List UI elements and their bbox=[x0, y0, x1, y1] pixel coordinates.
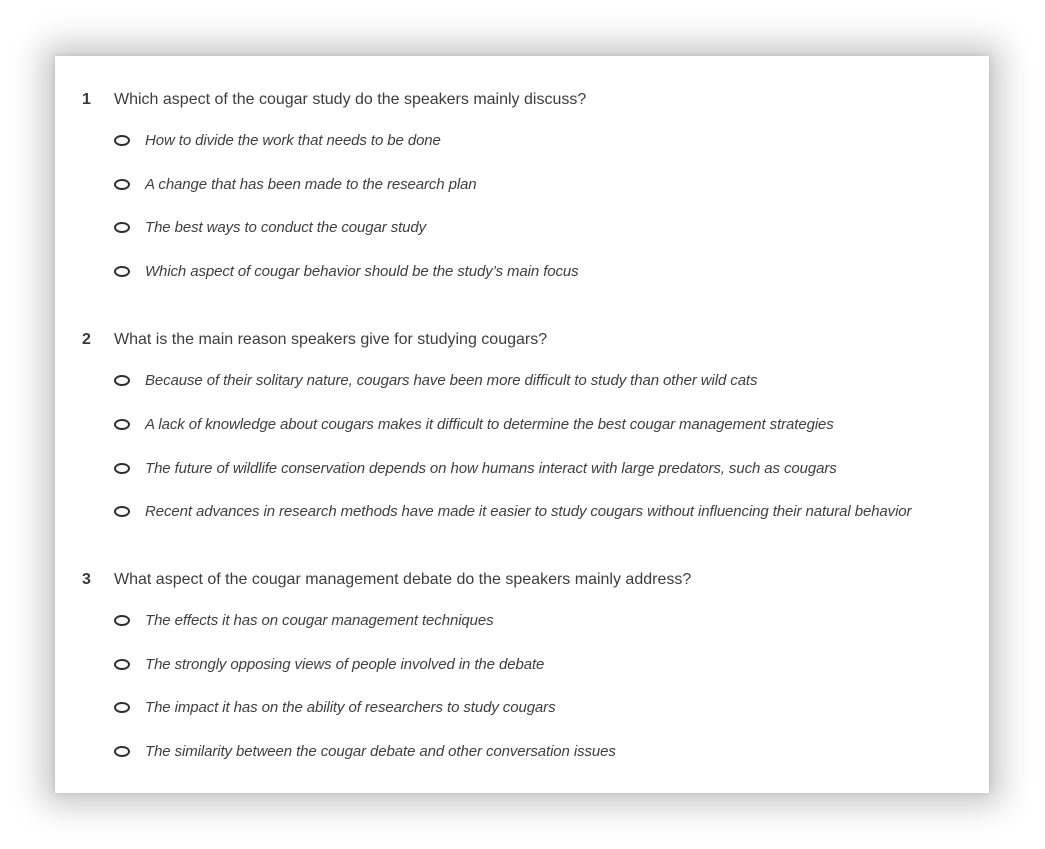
radio-button[interactable] bbox=[114, 222, 130, 233]
option-label[interactable]: The similarity between the cougar debate and other conversation issues bbox=[145, 743, 616, 760]
radio-button[interactable] bbox=[114, 179, 130, 190]
question-text: What aspect of the cougar management debate do the speakers mainly address? bbox=[114, 571, 692, 588]
option-label[interactable]: How to divide the work that needs to be done bbox=[145, 132, 441, 149]
q1-option-4[interactable] bbox=[114, 262, 984, 286]
q1-option-2[interactable] bbox=[114, 175, 984, 199]
radio-button[interactable] bbox=[114, 266, 130, 277]
option-label[interactable]: Recent advances in research methods have made it easier to study cougars without influencing their natural behavior bbox=[145, 503, 912, 520]
option-label[interactable]: The future of wildlife conservation depends on how humans interact with large predators, such as cougars bbox=[145, 460, 837, 477]
q2-option-1[interactable] bbox=[114, 371, 984, 395]
radio-button[interactable] bbox=[114, 746, 130, 757]
radio-button[interactable] bbox=[114, 375, 130, 386]
option-label[interactable]: The strongly opposing views of people involved in the debate bbox=[145, 656, 545, 673]
radio-button[interactable] bbox=[114, 702, 130, 713]
option-label[interactable]: Because of their solitary nature, cougars have been more difficult to study than other wild cats bbox=[145, 372, 758, 389]
q1-option-1[interactable] bbox=[114, 131, 984, 155]
radio-button[interactable] bbox=[114, 135, 130, 146]
q3-option-4[interactable] bbox=[114, 742, 984, 766]
question-text: What is the main reason speakers give for studying cougars? bbox=[114, 331, 548, 348]
option-label[interactable]: The effects it has on cougar management techniques bbox=[145, 612, 494, 629]
option-label[interactable]: Which aspect of cougar behavior should be the study’s main focus bbox=[145, 263, 579, 280]
option-label[interactable]: A change that has been made to the research plan bbox=[145, 176, 477, 193]
q3-option-3[interactable] bbox=[114, 698, 984, 722]
q2-option-3[interactable] bbox=[114, 459, 984, 483]
question-number: 1 bbox=[82, 91, 91, 108]
option-label[interactable]: The impact it has on the ability of researchers to study cougars bbox=[145, 699, 556, 716]
radio-button[interactable] bbox=[114, 463, 130, 474]
question-text: Which aspect of the cougar study do the speakers mainly discuss? bbox=[114, 91, 587, 108]
question-number: 3 bbox=[82, 571, 91, 588]
quiz-card bbox=[55, 56, 989, 793]
q2-option-2[interactable] bbox=[114, 415, 984, 439]
option-label[interactable]: A lack of knowledge about cougars makes it difficult to determine the best cougar management strategies bbox=[145, 416, 834, 433]
radio-button[interactable] bbox=[114, 615, 130, 626]
radio-button[interactable] bbox=[114, 506, 130, 517]
q2-option-4[interactable] bbox=[114, 502, 984, 526]
option-label[interactable]: The best ways to conduct the cougar study bbox=[145, 219, 427, 236]
question-number: 2 bbox=[82, 331, 91, 348]
q1-option-3[interactable] bbox=[114, 218, 984, 242]
q3-option-1[interactable] bbox=[114, 611, 984, 635]
q3-option-2[interactable] bbox=[114, 655, 984, 679]
radio-button[interactable] bbox=[114, 419, 130, 430]
radio-button[interactable] bbox=[114, 659, 130, 670]
